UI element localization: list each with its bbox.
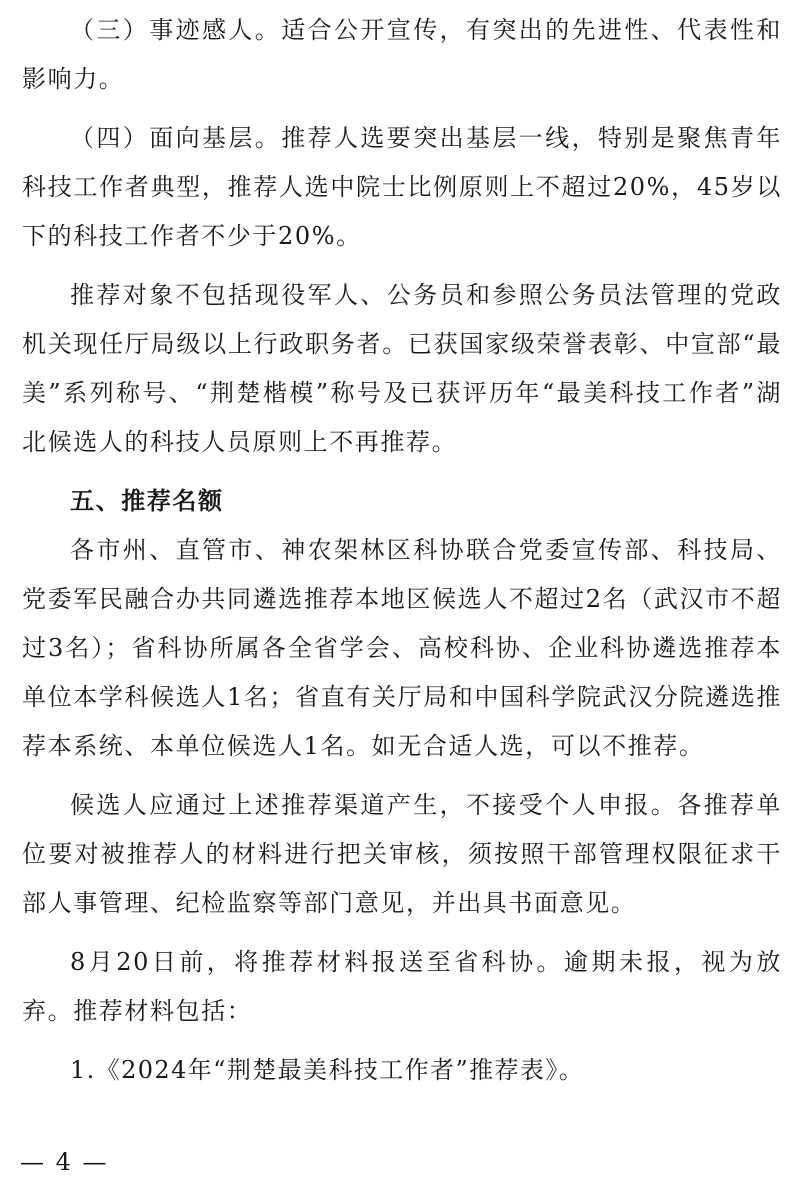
list-item-materials-1: 1.《2024年“荆楚最美科技工作者”推荐表》。 xyxy=(70,1056,585,1084)
section-heading-quota: 五、推荐名额 xyxy=(70,487,224,515)
paragraph-quota: 各市州、直管市、神农架林区科协联合党委宣传部、科技局、党委军民融合办共同遴选推荐本地区候选人不超过2名（武汉市不超过3名）；省科协所属各全省学会、高校科协、企业科协遴选推荐本单位本学科候选人1名；省直有关厅局和中国科学院武汉分院遴选推荐本系统、本单位候选人1名。如无合适人选，可以不推荐。 xyxy=(22,536,782,760)
page-number: — 4 — xyxy=(20,1148,109,1176)
paragraph-criteria-3: （三）事迹感人。适合公开宣传，有突出的先进性、代表性和影响力。 xyxy=(22,16,782,93)
paragraph-deadline: 8月20日前，将推荐材料报送至省科协。逾期未报，视为放弃。推荐材料包括： xyxy=(22,948,782,1025)
paragraph-criteria-4: （四）面向基层。推荐人选要突出基层一线，特别是聚焦青年科技工作者典型，推荐人选中院士比例原则上不超过20%，45岁以下的科技工作者不少于20%。 xyxy=(22,124,782,250)
paragraph-exclusions: 推荐对象不包括现役军人、公务员和参照公务员法管理的党政机关现任厅局级以上行政职务者。已获国家级荣誉表彰、中宣部“最美”系列称号、“荆楚楷模”称号及已获评历年“最美科技工作者”湖北候选人的科技人员原则上不再推荐。 xyxy=(22,281,782,456)
paragraph-channels: 候选人应通过上述推荐渠道产生，不接受个人申报。各推荐单位要对被推荐人的材料进行把关审核，须按照干部管理权限征求干部人事管理、纪检监察等部门意见，并出具书面意见。 xyxy=(22,791,782,917)
document-body xyxy=(22,6,782,1095)
